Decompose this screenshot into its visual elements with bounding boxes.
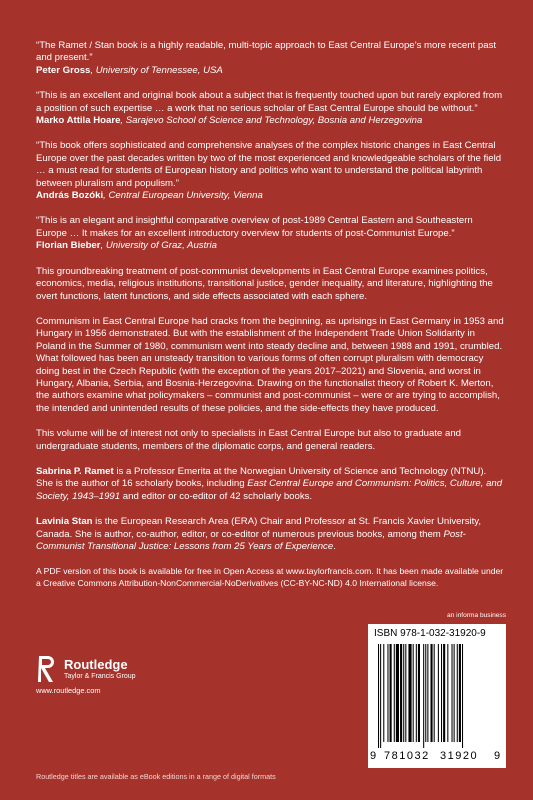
quote-text: “This book offers sophisticated and comprehensive analyses of the complex historic changes in East Central Europe over the past decades written by two of the most experienced and knowledgeable scholars of the field … a must read for students of European history and politics who want to understand the political labyrinth between pluralism and populism.” [36,140,502,189]
review-quote [36,40,504,77]
author-bio: Sabrina P. Ramet is a Professor Emerita at the Norwegian University of Science and Technology (NTNU). She is the author of 16 scholarly books, including East Central Europe and Communism: Politics, Culture, and Society, 1943–1991 and editor or co-editor of 42 scholarly books. [36,465,503,502]
review-quote [36,90,504,127]
reviewer-affiliation: , University of Tennessee, USA [90,64,223,76]
book-title: East Central Europe and Communism: Politics, Culture, and Society, 1943–1991 [36,478,503,502]
reviewer-affiliation: , Central European University, Vienna [103,190,263,202]
reviewer-affiliation: , University of Graz, Austria [100,240,217,252]
author-name: Sabrina P. Ramet [36,465,114,477]
ebook-note: Routledge titles are available as eBook editions in a range of digital formats [36,772,276,781]
quote-attribution [36,240,504,252]
back-cover-text [36,40,504,589]
publisher-group: Taylor & Francis Group [64,672,136,680]
open-access-note: A PDF version of this book is available for free in Open Access at www.taylorfrancis.com. It has been made available under a Creative Commons Attribution-NonCommercial-NoDerivatives (CC-BY-NC-ND) 4.0 International license. [36,566,504,588]
barcode-digit: 781032 [384,750,430,762]
description-paragraph: This volume will be of interest not only to specialists in East Central Europe but also to graduate and undergraduate students, members of the diplomatic corps, and general readers. [36,428,462,452]
publisher-logo [36,654,136,684]
quote-text: “The Ramet / Stan book is a highly readable, multi-topic approach to East Central Europe’s more recent past and present.” [36,40,497,64]
reviewer-name: Peter Gross [36,64,91,76]
informa-label: an informa business [446,612,506,619]
book-title: Post-Communist Transitional Justice: Lessons from 25 Years of Experience [36,528,466,552]
quote-text: “This is an elegant and insightful comparative overview of post-1989 Central Eastern and Southeastern Europe … It makes for an excellent introductory overview for students of post-Communist Europe.” [36,215,473,239]
review-quote [36,140,504,202]
reviewer-name: Florian Bieber [36,240,101,252]
publisher-name: Routledge [64,656,128,672]
isbn-barcode [368,624,506,768]
quote-attribution [36,115,504,127]
isbn-number: ISBN 978-1-032-31920-9 [374,628,486,639]
review-quote [36,215,504,252]
quote-attribution [36,190,504,202]
barcode-area [368,612,506,768]
quote-attribution [36,65,504,77]
author-bio: Lavinia Stan is the European Research Area (ERA) Chair and Professor at St. Francis Xavier University, Canada. She is author, co-author, editor, or co-editor of numerous previous books, among them Post-Communist Transitional Justice: Lessons from 25 Years of Experience. [36,516,482,552]
quote-text: “This is an excellent and original book about a subject that is frequently touched upon but rarely explored from a position of such expertise … a work that no serious scholar of East Central Europe should be without.” [36,90,503,114]
description-paragraph: Communism in East Central Europe had cracks from the beginning, as uprisings in East Germany in 1953 and Hungary in 1956 demonstrated. But with the establishment of the Independent Trade Union Solidarity in Poland in the Summer of 1980, communism went into steady decline and, between 1988 and 1991, crumbled. What followed has been an unsteady transition to various forms of often corrupt pluralism with democracy doing best in the Czech Republic (with the exception of the years 2017–2021) and Slovenia, and worst in Hungary, Albania, Serbia, and Bosnia-Herzegovina. Drawing on the functionalist theory of Robert K. Merton, the authors examine what policymakers – communist and post-communist – were or are trying to accomplish, the intended and unintended results of these policies, and the side-effects they have produced. [36,315,504,414]
reviewer-affiliation: , Sarajevo School of Science and Technology, Bosnia and Herzegovina [120,115,423,127]
barcode-digit: 9 [370,750,377,762]
routledge-logo-icon [36,654,56,684]
barcode-digits [368,750,506,766]
reviewer-name: Marko Attila Hoare [36,115,121,127]
description-paragraph: This groundbreaking treatment of post-communist developments in East Central Europe examines politics, economics, media, religious institutions, transitional justice, gender inequality, and literature, highlighting the overt functions, latent functions, and side effects associated with each sphere. [36,265,493,302]
author-name: Lavinia Stan [36,516,93,528]
barcode-digit: 9 [494,750,501,762]
barcode-bars-icon [374,644,500,748]
reviewer-name: András Bozóki [36,190,104,202]
barcode-digit: 31920 [440,750,479,762]
publisher-url: www.routledge.com [36,686,101,695]
